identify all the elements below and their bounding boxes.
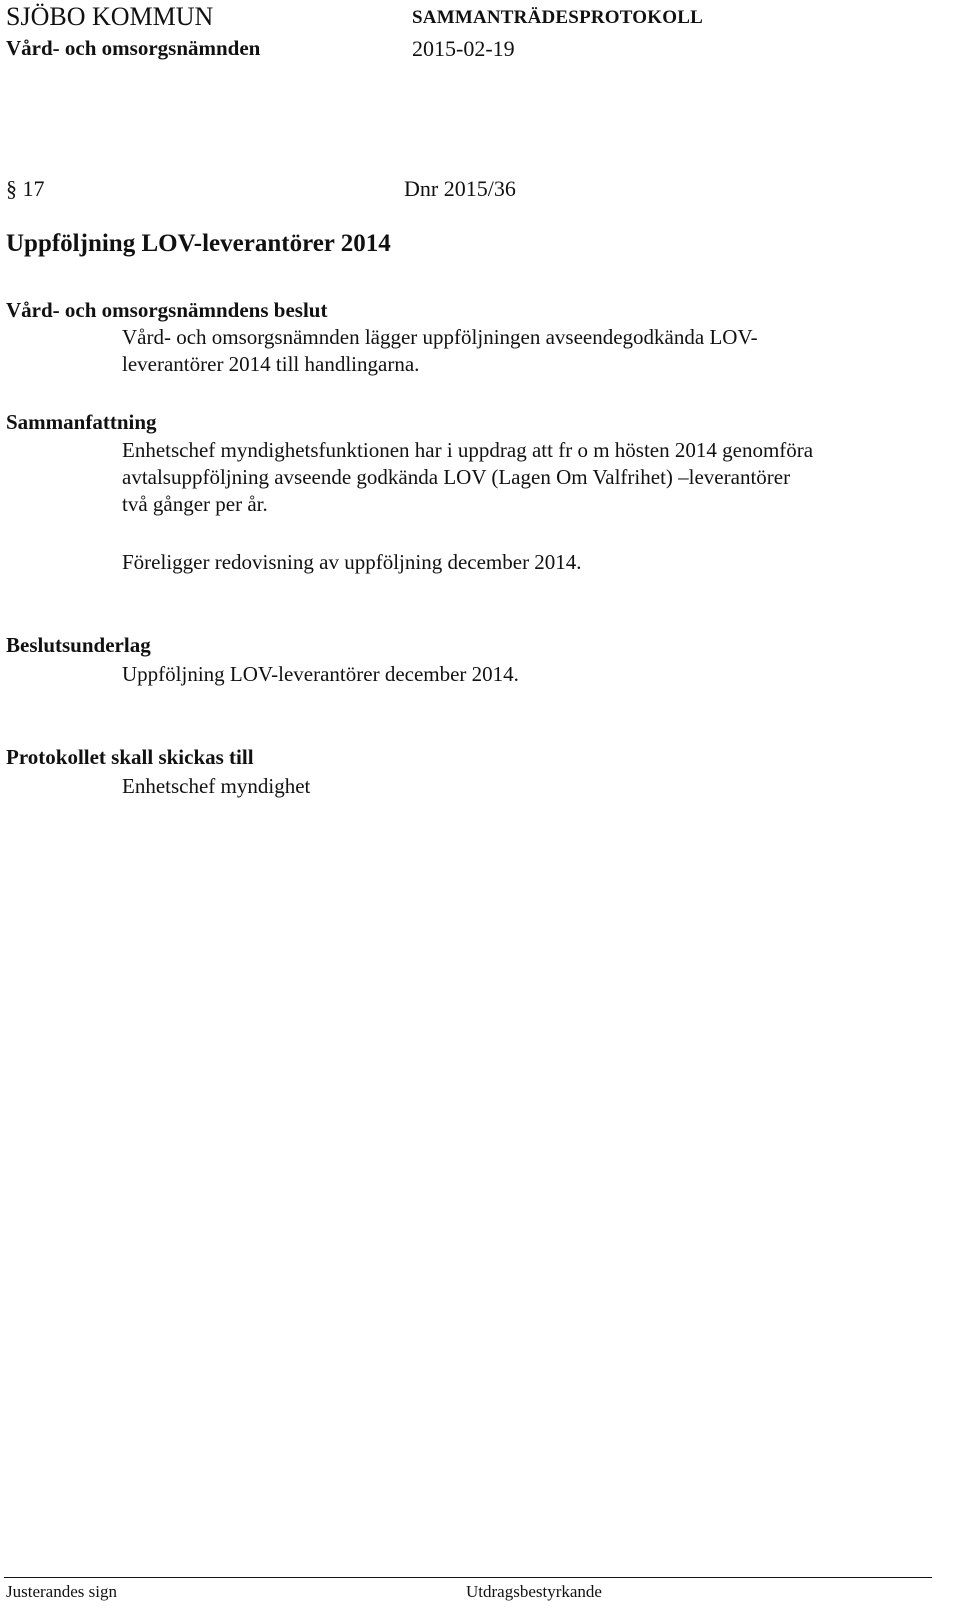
beslutsunderlag-text (122, 661, 519, 688)
sammanfattning-text (122, 437, 813, 518)
protokoll-heading: Protokollet skall skickas till (6, 745, 254, 769)
sammanfattning-line: avtalsuppföljning avseende godkända LOV (Lagen Om Valfrihet) –leverantörer (122, 465, 791, 489)
footer-signature-label: Justerandes sign (6, 1582, 117, 1601)
document-type: SAMMANTRÄDESPROTOKOLL (412, 7, 703, 28)
beslutsunderlag-heading: Beslutsunderlag (6, 633, 151, 657)
committee-name: Vård- och omsorgsnämnden (6, 36, 261, 60)
diary-number: Dnr 2015/36 (404, 176, 516, 201)
sammanfattning-extra-line: Föreligger redovisning av uppföljning december 2014. (122, 550, 582, 574)
sammanfattning-line: Enhetschef myndighetsfunktionen har i uppdrag att fr o m hösten 2014 genomföra (122, 438, 814, 462)
beslut-line: Vård- och omsorgsnämnden lägger uppföljningen avseendegodkända LOV- (122, 325, 758, 349)
sammanfattning-extra (122, 549, 582, 576)
footer-certification-label: Utdragsbestyrkande (466, 1582, 602, 1601)
paragraph-number: § 17 (6, 176, 45, 201)
beslut-text (122, 324, 758, 378)
meeting-date: 2015-02-19 (412, 36, 515, 61)
footer-divider (4, 1577, 932, 1578)
organization-name: SJÖBO KOMMUN (6, 2, 214, 31)
sammanfattning-line: två gånger per år. (122, 492, 268, 516)
beslutsunderlag-line: Uppföljning LOV-leverantörer december 2014. (122, 662, 519, 686)
page-title: Uppföljning LOV-leverantörer 2014 (6, 230, 391, 257)
beslut-line: leverantörer 2014 till handlingarna. (122, 352, 420, 376)
protokoll-line: Enhetschef myndighet (122, 774, 311, 798)
beslut-heading: Vård- och omsorgsnämndens beslut (6, 298, 328, 322)
protokoll-text (122, 773, 310, 800)
sammanfattning-heading: Sammanfattning (6, 410, 157, 434)
